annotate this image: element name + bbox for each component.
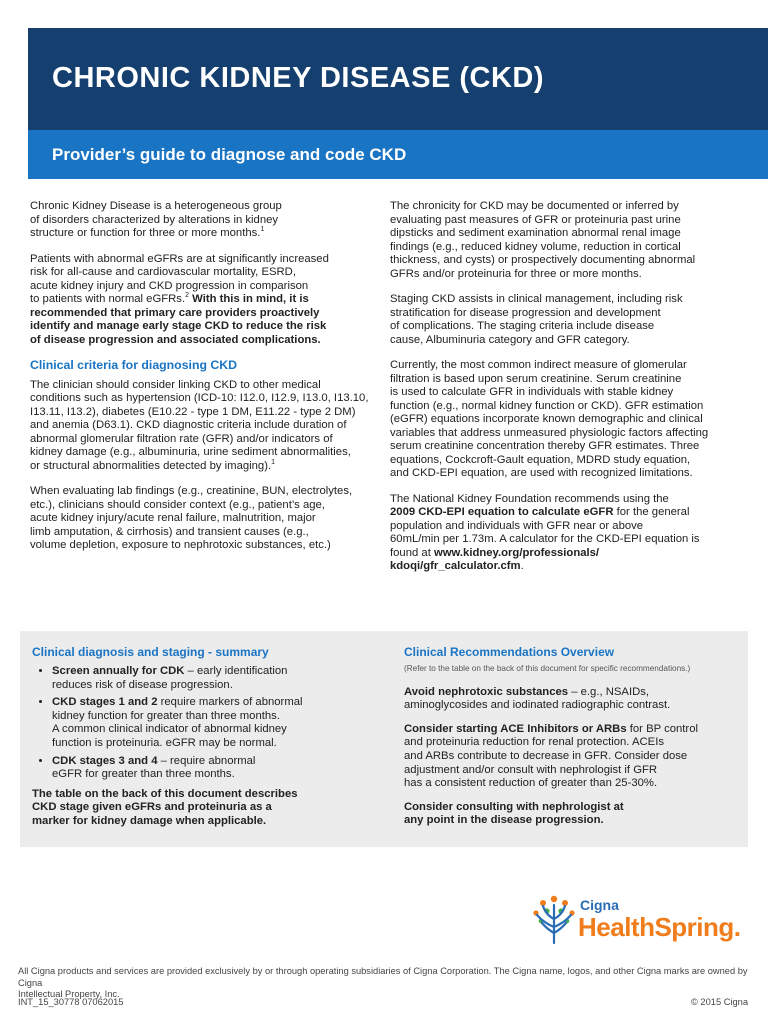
nkf-paragraph: The National Kidney Foundation recommends using the 2009 CKD-EPI equation to calculate eGFR for the general population and individuals with GFR near or above 60mL/min per 1.73m. A calculator for the CKD-EPI equation is found at www.kidney.org/professionals/ kdoqi/gfr_calculator.cfm. [390,492,700,572]
summary-section [32,645,362,839]
recommendation-item: Consider starting ACE Inhibitors or ARBs for BP control and proteinuria reduction for renal protection. ACEIs and ARBs contribute to decrease in GFR. Consider dose adjustment and/or consult with nephrologist if GFR has a consistent reduction of greater than 25-30%. [404,722,698,790]
copyright: © 2015 Cigna [691,997,748,1007]
risk-paragraph: Patients with abnormal eGFRs are at significantly increased risk for all-cause and cardiovascular mortality, ESRD, acute kidney injury and CKD progression in comparison to patients with normal eGFRs.$^2$ With this in mind, it is recommended that primary care providers proactively identify and manage early stage CKD to reduce the risk of disease progression and associated complications. [30,252,329,346]
page-title: CHRONIC KIDNEY DISEASE (CKD) [52,62,545,94]
footer-disclaimer: All Cigna products and services are provided exclusively by or through operating subsidiaries of Cigna Corporation. The Cigna name, logos, and other Cigna marks are owned by Cigna Intellectual Property, Inc. [18,966,748,999]
recommendations-heading: Clinical Recommendations Overview [404,645,615,659]
criteria-heading: Clinical criteria for diagnosing CKD [30,358,238,372]
lab-findings-paragraph: When evaluating lab findings (e.g., creatinine, BUN, electrolytes, etc.), clinicians should consider context (e.g., patient’s age, acute kidney injury/acute renal failure, malnutrition, major limb amputation, & cirrhosis) and transient causes (e.g., volume depletion, exposure to nephrotoxic substances, etc.) [30,485,353,551]
document-code: INT_15_30778 07062015 [18,997,124,1007]
list-item: • CDK stages 3 and 4 – require abnormal eGFR for greater than three months. [52,755,362,782]
list-item: • Screen annually for CDK – early identification reduces risk of disease progression. [52,665,362,692]
intro-paragraph: Chronic Kidney Disease is a heterogeneous group of disorders characterized by alterations in kidney structure or function for three or more months.$^1$ [30,200,282,239]
logo-cigna-text: Cigna [580,897,619,913]
recommendations-section [404,645,744,838]
chronicity-paragraph: The chronicity for CKD may be documented or inferred by evaluating past measures of GFR or proteinuria past urine dipsticks and sediment examination abnormal renal image findings (e.g., reduced kidney volume, reduction in cortical thickness, and cysts) or prospectively documenting abnormal GFRs and/or proteinuria for three or more months. [390,200,696,280]
staging-paragraph: Staging CKD assists in clinical management, including risk stratification for disease progression and development of complications. The staging criteria include disease cause, Albuminuria category and GFR category. [390,293,683,346]
creatinine-paragraph: Currently, the most common indirect measure of glomerular filtration is based upon serum creatinine. Serum creatinine is used to calculate GFR in individuals with stable kidney function (e.g., normal kidney function or CKD). GFR estimation (eGFR) equations incorporate known demographic and clinical variables that address unmeasured physiologic factors affecting serum creatinine concentration thereby GFR estimates. Three equations, Cockcroft-Gault equation, MDRD study equation, and CKD-EPI equation, are used with recognized limitations. [390,359,709,479]
subheader-banner [28,130,768,179]
criteria-paragraph: The clinician should consider linking CKD to other medical conditions such as hypertension (ICD-10: I12.0, I12.9, I13.0, I13.10, I13.11, I13.2), diabetes (E10.22 - type 1 DM, E11.22 - type 2 DM) and anemia (D63.1). CKD diagnostic criteria include duration of abnormal glomerular filtration rate (GFR) and/or indicators of kidney damage (e.g., albuminuria, urine sediment abnormalities, or structural abnormalities detected by imaging).$^1$ [30,378,369,472]
logo-healthspring-text: HealthSpring. [578,912,741,942]
header-banner [28,28,768,130]
summary-list [32,665,362,782]
left-column [30,200,385,565]
list-item: • CKD stages 1 and 2 require markers of abnormal kidney function for greater than three months. A common clinical indicator of abnormal kidney function is proteinuria. eGFR may be normal. [52,696,362,750]
recommendation-item: Consider consulting with nephrologist at any point in the disease progression. [404,800,624,827]
summary-heading: Clinical diagnosis and staging - summary [32,645,269,659]
recommendation-item: Avoid nephrotoxic substances – e.g., NSAIDs, aminoglycosides and iodinated radiographic contrast. [404,685,671,712]
summary-closing: The table on the back of this document describes CKD stage given eGFRs and proteinuria as a marker for kidney damage when applicable. [32,787,298,827]
right-column [390,200,745,586]
calculator-link[interactable]: www.kidney.org/professionals/ kdoqi/gfr_calculator.cfm [390,546,600,572]
page-subtitle: Provider’s guide to diagnose and code CKD [52,145,407,164]
recommendations-note: (Refer to the table on the back of this document for specific recommendations.) [404,664,691,673]
tree-of-life-icon [530,893,578,945]
